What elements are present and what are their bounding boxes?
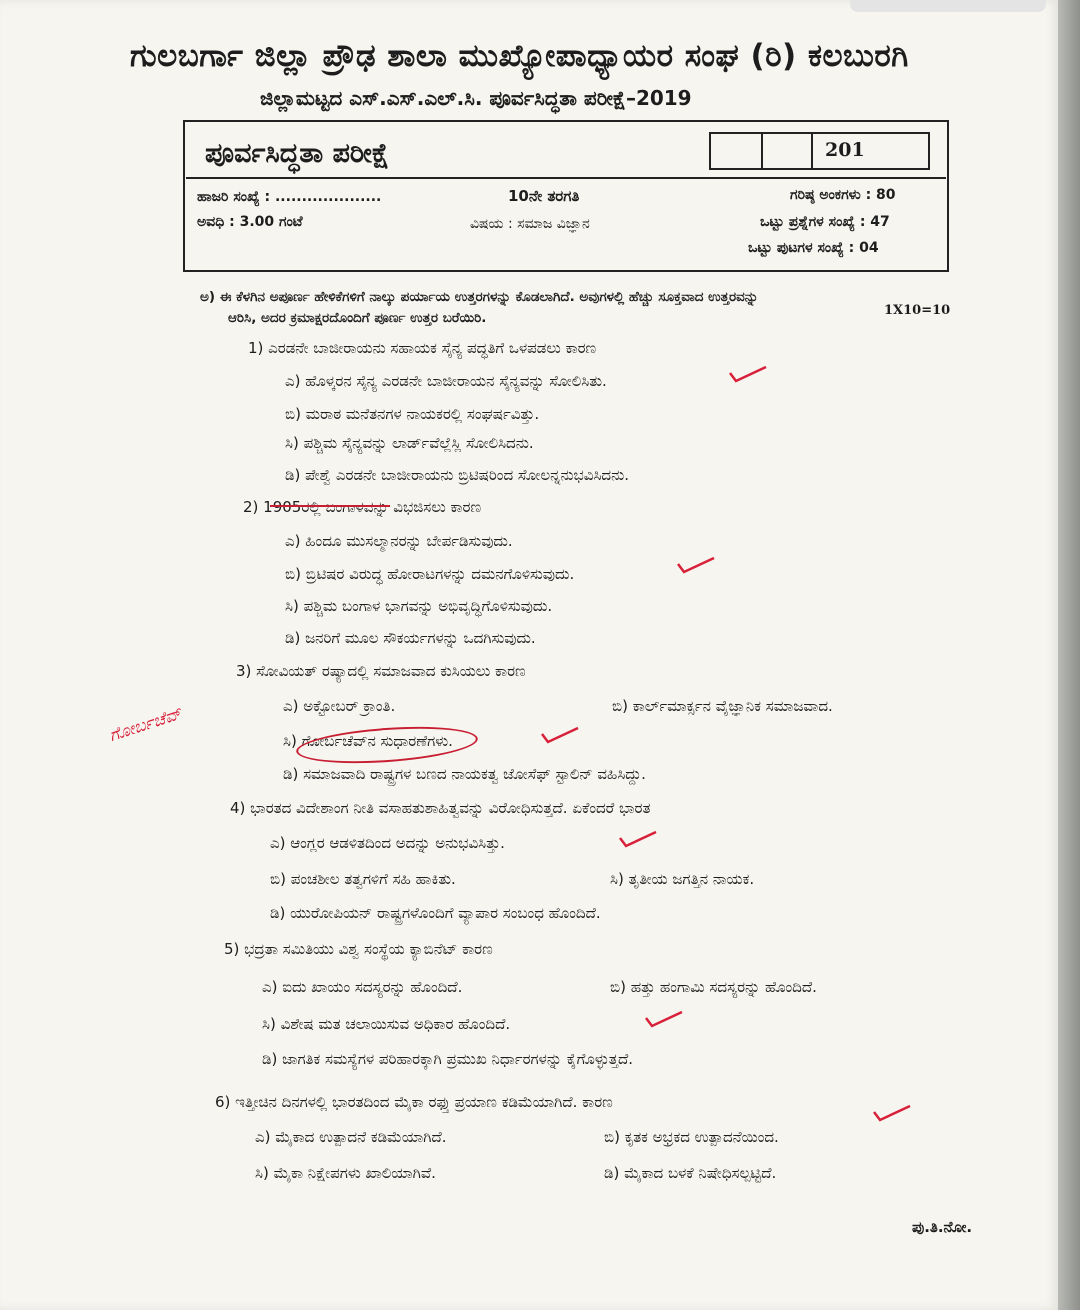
q6-option-a: ಎ) ಮೈಕಾದ ಉತ್ಪಾದನೆ ಕಡಿಮೆಯಾಗಿದೆ. (255, 1128, 447, 1146)
subject: ವಿಷಯ : ಸಮಾಜ ವಿಜ್ಞಾನ (470, 216, 590, 232)
q4-option-b: ಬಿ) ಪಂಚಶೀಲ ತತ್ವಗಳಿಗೆ ಸಹಿ ಹಾಕಿತು. (270, 870, 456, 888)
tick-mark-icon (644, 1010, 684, 1030)
instruction-line-2: ಆರಿಸಿ, ಅದರ ಕ್ರಮಾಕ್ಷರದೊಂದಿಗೆ ಪೂರ್ಣ ಉತ್ತರ ಬರೆಯಿರಿ. (228, 310, 487, 326)
please-turn-over: ಪು.ತಿ.ನೋ. (912, 1218, 973, 1236)
underline-mark (270, 505, 390, 507)
page-edge-shadow (1058, 0, 1080, 1310)
total-pages: ಒಟ್ಟು ಪುಟಗಳ ಸಂಖ್ಯೆ : 04 (748, 240, 879, 256)
handwritten-annotation: ಗೋರ್ಬಚೆವ್ (106, 703, 184, 747)
question-2: 2) 1905ರಲ್ಲಿ ಬಂಗಾಳವನ್ನು ವಿಭಜಿಸಲು ಕಾರಣ (243, 498, 482, 516)
class-level: 10ನೇ ತರಗತಿ (508, 187, 580, 205)
box-title: ಪೂರ್ವಸಿದ್ಧತಾ ಪರೀಕ್ಷೆ (205, 138, 390, 169)
answer-circle-mark (295, 722, 479, 769)
q5-option-a: ಎ) ಐದು ಖಾಯಂ ಸದಸ್ಯರನ್ನು ಹೊಂದಿದೆ. (262, 978, 463, 996)
question-1: 1) ಎರಡನೇ ಬಾಜೀರಾಯನು ಸಹಾಯಕ ಸೈನ್ಯ ಪದ್ಧತಿಗೆ ಒಳಪಡಲು ಕಾರಣ (248, 339, 597, 357)
q3-option-c: ಸಿ) ಗೋರ್ಬಚೆವ್‌ನ ಸುಧಾರಣೆಗಳು. (283, 732, 453, 750)
organization-heading: ಗುಲಬರ್ಗಾ ಜಿಲ್ಲಾ ಪ್ರೌಢ ಶಾಲಾ ಮುಖ್ಯೋಪಾಧ್ಯಾಯರ ಸಂಘ (ರಿ) ಕಲಬುರಗಿ (130, 38, 909, 74)
viewer-top-tab (850, 0, 1046, 12)
code-cell-blank (763, 134, 813, 168)
code-cell-blank (711, 134, 763, 168)
q3-option-a: ಎ) ಅಕ್ಟೋಬರ್ ಕ್ರಾಂತಿ. (283, 697, 396, 715)
q5-option-b: ಬಿ) ಹತ್ತು ಹಂಗಾಮಿ ಸದಸ್ಯರನ್ನು ಹೊಂದಿದೆ. (610, 978, 817, 996)
q2-option-a: ಎ) ಹಿಂದೂ ಮುಸಲ್ಮಾನರನ್ನು ಬೇರ್ಪಡಿಸುವುದು. (285, 532, 513, 550)
q6-option-d: ಡಿ) ಮೈಕಾದ ಬಳಕೆ ನಿಷೇಧಿಸಲ್ಪಟ್ಟಿದೆ. (604, 1164, 777, 1182)
q2-option-b: ಬಿ) ಬ್ರಿಟಿಷರ ವಿರುದ್ಧ ಹೋರಾಟಗಳನ್ನು ದಮನಗೊಳಿಸುವುದು. (285, 565, 575, 583)
tick-mark-icon (618, 830, 658, 850)
question-4: 4) ಭಾರತದ ವಿದೇಶಾಂಗ ನೀತಿ ವಸಾಹತುಶಾಹಿತ್ವವನ್ನು ವಿರೋಧಿಸುತ್ತದೆ. ಏಕೆಂದರೆ ಭಾರತ (230, 799, 651, 817)
question-5: 5) ಭದ್ರತಾ ಸಮಿತಿಯು ವಿಶ್ವ ಸಂಸ್ಥೆಯ ಕ್ಯಾಬಿನೆಟ್ ಕಾರಣ (224, 940, 493, 958)
q1-option-b: ಬಿ) ಮರಾಠ ಮನೆತನಗಳ ನಾಯಕರಲ್ಲಿ ಸಂಘರ್ಷವಿತ್ತು. (285, 405, 540, 423)
question-3: 3) ಸೋವಿಯತ್ ರಷ್ಯಾದಲ್ಲಿ ಸಮಾಜವಾದ ಕುಸಿಯಲು ಕಾರಣ (236, 662, 526, 680)
q3-option-b: ಬಿ) ಕಾರ್ಲ್‌ಮಾರ್ಕ್ಸನ ವೈಜ್ಞಾನಿಕ ಸಮಾಜವಾದ. (612, 697, 833, 715)
box-divider (186, 177, 946, 179)
q5-option-d: ಡಿ) ಜಾಗತಿಕ ಸಮಸ್ಯೆಗಳ ಪರಿಹಾರಕ್ಕಾಗಿ ಪ್ರಮುಖ ನಿರ್ಧಾರಗಳನ್ನು ಕೈಗೊಳ್ಳುತ್ತದೆ. (262, 1050, 634, 1068)
q1-option-d: ಡಿ) ಪೇಶ್ವೆ ಎರಡನೇ ಬಾಜೀರಾಯನು ಬ್ರಿಟಿಷರಿಂದ ಸೋಲನ್ನನುಭವಿಸಿದನು. (285, 466, 630, 484)
q4-option-a: ಎ) ಆಂಗ್ಲರ ಆಡಳಿತದಿಂದ ಅದನ್ನು ಅನುಭವಿಸಿತ್ತು. (270, 834, 505, 852)
q5-option-c: ಸಿ) ವಿಶೇಷ ಮತ ಚಲಾಯಿಸುವ ಅಧಿಕಾರ ಹೊಂದಿದೆ. (262, 1015, 511, 1033)
tick-mark-icon (728, 365, 768, 385)
exam-subheading: ಜಿಲ್ಲಾಮಟ್ಟದ ಎಸ್.ಎಸ್.ಎಲ್.ಸಿ. ಪೂರ್ವಸಿದ್ಧತಾ ಪರೀಕ್ಷೆ–2019 (260, 86, 692, 110)
max-marks: ಗರಿಷ್ಠ ಅಂಕಗಳು : 80 (790, 187, 896, 203)
q2-option-d: ಡಿ) ಜನರಿಗೆ ಮೂಲ ಸೌಕರ್ಯಗಳನ್ನು ಒದಗಿಸುವುದು. (285, 629, 536, 647)
section-a-marks: 1X10=10 (884, 303, 951, 318)
q3-option-d: ಡಿ) ಸಮಾಜವಾದಿ ರಾಷ್ಟ್ರಗಳ ಬಣದ ನಾಯಕತ್ವ ಜೋಸೆಫ್ ಸ್ಟಾಲಿನ್ ವಹಿಸಿದ್ದು. (283, 765, 646, 783)
question-6: 6) ಇತ್ತೀಚಿನ ದಿನಗಳಲ್ಲಿ ಭಾರತದಿಂದ ಮೈಕಾ ರಫ್ತು ಪ್ರಯಾಣ ಕಡಿಮೆಯಾಗಿದೆ. ಕಾರಣ (215, 1093, 613, 1111)
q4-option-c: ಸಿ) ತೃತೀಯ ಜಗತ್ತಿನ ನಾಯಕ. (610, 870, 755, 888)
total-questions: ಒಟ್ಟು ಪ್ರಶ್ನೆಗಳ ಸಂಖ್ಯೆ : 47 (760, 214, 890, 230)
q1-option-a: ಎ) ಹೊಳ್ಕರನ ಸೈನ್ಯ ಎರಡನೇ ಬಾಜೀರಾಯನ ಸೈನ್ಯವನ್ನು ಸೋಲಿಸಿತು. (285, 372, 607, 390)
paper-code: 201 (825, 139, 865, 161)
tick-mark-icon (872, 1104, 912, 1124)
instruction-line-1: ಅ) ಈ ಕೆಳಗಿನ ಅಪೂರ್ಣ ಹೇಳಿಕೆಗಳಿಗೆ ನಾಲ್ಕು ಪರ್ಯಾಯ ಉತ್ತರಗಳನ್ನು ಕೊಡಲಾಗಿದೆ. ಅವುಗಳಲ್ಲಿ ಹೆಚ್ಚು ಸೂಕ್ತವಾದ ಉತ್ತರವನ್ನು (200, 289, 759, 305)
duration: ಅವಧಿ : 3.00 ಗಂಟೆ (197, 214, 303, 230)
q1-option-c: ಸಿ) ಪಶ್ಚಿಮ ಸೈನ್ಯವನ್ನು ಲಾರ್ಡ್‌ವೆಲ್ಲೆಸ್ಲಿ ಸೋಲಿಸಿದನು. (285, 434, 534, 452)
q2-option-c: ಸಿ) ಪಶ್ಚಿಮ ಬಂಗಾಳ ಭಾಗವನ್ನು ಅಭಿವೃದ್ಧಿಗೊಳಿಸುವುದು. (285, 597, 553, 615)
section-a-instruction (200, 287, 960, 329)
tick-mark-icon (676, 556, 716, 576)
paper-code-box (709, 132, 930, 170)
q4-option-d: ಡಿ) ಯುರೋಪಿಯನ್ ರಾಷ್ಟ್ರಗಳೊಂದಿಗೆ ವ್ಯಾಪಾರ ಸಂಬಂಧ ಹೊಂದಿದೆ. (270, 904, 601, 922)
q6-option-b: ಬಿ) ಕೃತಕ ಅಭ್ರಕದ ಉತ್ಪಾದನೆಯಿಂದ. (604, 1128, 779, 1146)
q6-option-c: ಸಿ) ಮೈಕಾ ನಿಕ್ಷೇಪಗಳು ಖಾಲಿಯಾಗಿವೆ. (255, 1164, 436, 1182)
attendance-number: ಹಾಜರಿ ಸಂಖ್ಯೆ : .................... (197, 189, 382, 205)
tick-mark-icon (540, 726, 580, 746)
